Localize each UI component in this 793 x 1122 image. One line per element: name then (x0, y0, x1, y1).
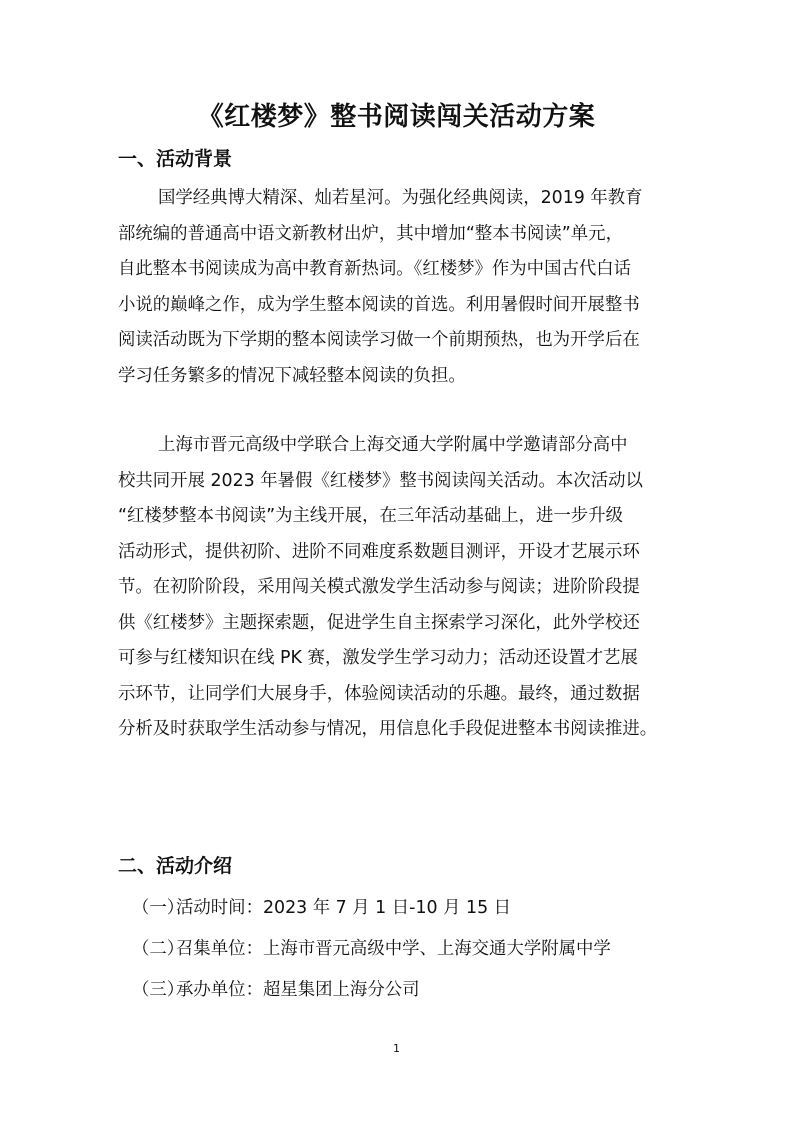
paragraph-line: 国学经典博大精深、灿若星河。为强化经典阅读，2019 年教育 (158, 188, 643, 208)
page-number: 1 (393, 1042, 400, 1055)
paragraph-line: 可参与红楼知识在线 PK 赛，激发学生学习动力；活动还设置才艺展 (118, 648, 638, 668)
section-heading-background: 一、活动背景 (118, 148, 233, 170)
paragraph-line: 活动形式，提供初阶、进阶不同难度系数题目测评，开设才艺展示环 (118, 541, 640, 562)
info-item-label: 承办单位： (176, 980, 263, 1000)
paragraph-line: 校共同开展 2023 年暑假《红楼梦》整书阅读闯关活动。本次活动以 (118, 470, 643, 491)
section-heading-introduction: 二、活动介绍 (118, 855, 233, 877)
paragraph-line: 学习任务繁多的情况下减轻整本阅读的负担。 (118, 365, 466, 386)
info-item-label: 召集单位： (176, 939, 263, 959)
info-item-activity-time (132, 895, 511, 921)
paragraph-line: 部统编的普通高中语文新教材出炉，其中增加“整本书阅读”单元， (118, 223, 623, 244)
background-paragraph-2 (118, 428, 678, 748)
info-item-value: 超星集团上海分公司 (262, 980, 420, 1000)
info-item-value: 2023 年 7 月 1 日-10 月 15 日 (262, 898, 512, 918)
paragraph-line: 节。在初阶阶段，采用闯关模式激发学生活动参与阅读；进阶阶段提 (118, 577, 640, 597)
paragraph-line: “红楼梦整本书阅读”为主线开展，在三年活动基础上，进一步升级 (118, 506, 623, 526)
paragraph-line: 示环节，让同学们大展身手，体验阅读活动的乐趣。最终，通过数据 (118, 683, 640, 704)
paragraph-line: 自此整本书阅读成为高中教育新热词。《红楼梦》作为中国古代白话 (118, 259, 632, 279)
info-item-organizer (132, 977, 420, 1003)
paragraph-line: 小说的巅峰之作，成为学生整本阅读的首选。利用暑假时间开展整书 (118, 294, 640, 315)
paragraph-line: 供《红楼梦》主题探索题，促进学生自主探索学习深化，此外学校还 (118, 612, 640, 633)
document-title: 《红楼梦》整书阅读闯关活动方案 (197, 102, 596, 132)
info-item-marker: （一） (132, 898, 185, 918)
paragraph-line: 分析及时获取学生活动参与情况，用信息化手段促进整本书阅读推进。 (118, 719, 658, 739)
info-item-value: 上海市晋元高级中学、上海交通大学附属中学 (262, 939, 611, 959)
info-item-marker: （三） (132, 980, 185, 1000)
background-paragraph-1 (118, 181, 678, 394)
paragraph-line: 阅读活动既为下学期的整本阅读学习做一个前期预热，也为开学后在 (118, 330, 640, 350)
info-item-marker: （二） (132, 939, 185, 959)
info-item-label: 活动时间： (176, 898, 263, 918)
paragraph-line: 上海市晋元高级中学联合上海交通大学附属中学邀请部分高中 (158, 435, 628, 455)
info-item-convening-units (132, 936, 611, 962)
